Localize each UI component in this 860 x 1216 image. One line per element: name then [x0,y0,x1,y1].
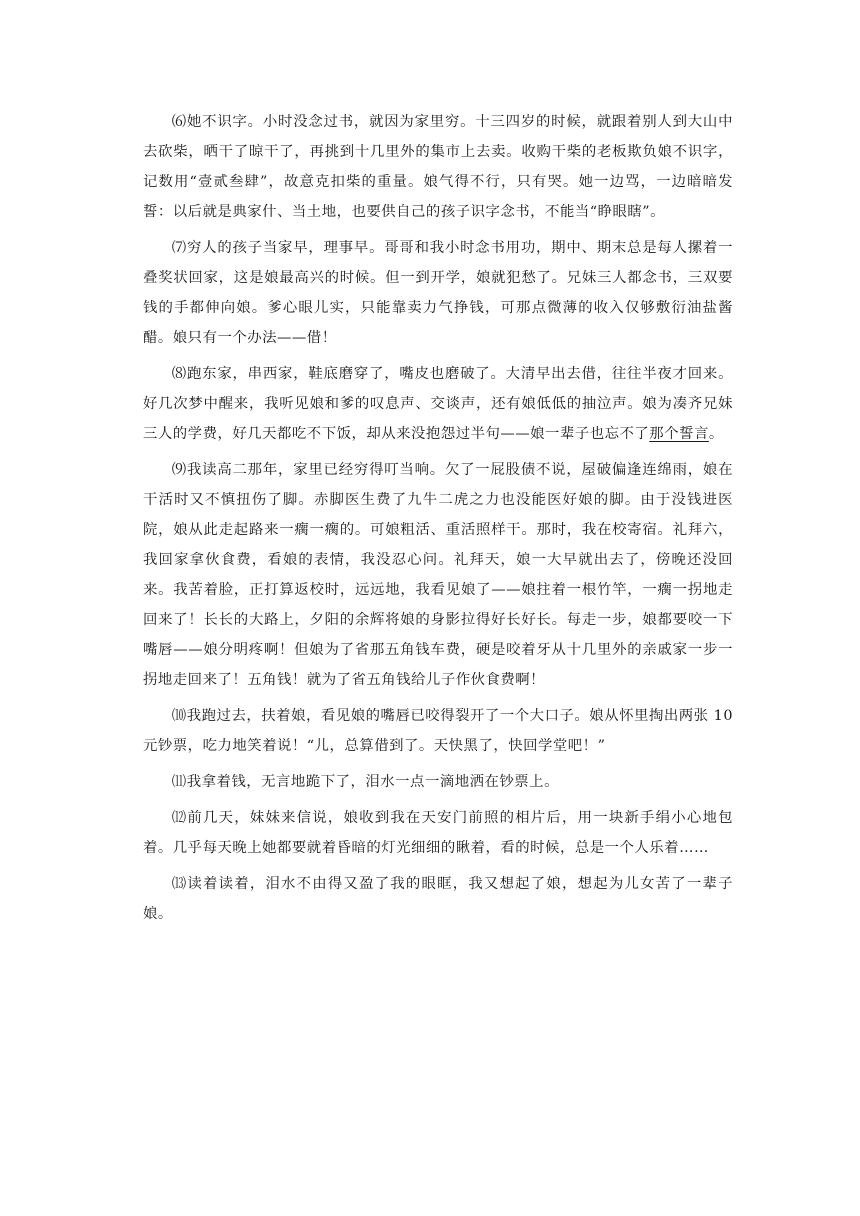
paragraph-12: ⑿前几天，妹妹来信说，娘收到我在天安门前照的相片后，用一块新手绢小心地包着。几乎每天晚上她都要就着昏暗的灯光细细的瞅着，看的时候，总是一个人乐着…… [143,810,733,856]
paragraph-11: ⑾我拿着钱，无言地跪下了，泪水一点一滴地洒在钞票上。 [171,774,559,790]
paragraph-13: ⒀读着读着，泪水不由得又盈了我的眼眶，我又想起了娘，想起为儿女苦了一辈子娘。 [143,876,733,922]
paragraph-8 [143,359,733,449]
paragraph-8-text: ⑻跑东家，串西家，鞋底磨穿了，嘴皮也磨破了。大清早出去借，往往半夜才回来。好几次梦中醒来，我听见娘和爹的叹息声、交谈声，还有娘低低的抽泣声。娘为凑齐兄妹三人的学费，好几天都吃不下饭，却从来没抱怨过半句——娘一辈子也忘不了 [143,366,733,442]
paragraph-7: ⑺穷人的孩子当家早，理事早。哥哥和我小时念书用功，期中、期末总是每人摞着一叠奖状回家，这是娘最高兴的时候。但一到开学，娘就犯愁了。兄妹三人都念书，三双要钱的手都伸向娘。爹心眼儿实，只能靠卖力气挣钱，可那点微薄的收入仅够敷衍油盐酱醋。娘只有一个办法——借！ [143,240,733,346]
paragraph-10: ⑽我跑过去，扶着娘，看见娘的嘴唇已咬得裂开了一个大口子。娘从怀里掏出两张 10 元钞票，吃力地笑着说！“儿，总算借到了。天快黑了，快回学堂吧！” [143,708,733,754]
article-body [143,107,733,935]
underlined-phrase: 那个誓言 [649,426,709,442]
paragraph-9: ⑼我读高二那年，家里已经穷得叮当响。欠了一屁股债不说，屋破偏逢连绵雨，娘在干活时又不慎扭伤了脚。赤脚医生费了九牛二虎之力也没能医好娘的脚。由于没钱进医院，娘从此走起路来一瘸一瘸的。可娘粗活、重活照样干。那时，我在校寄宿。礼拜六，我回家拿伙食费，看娘的表情，我没忍心问。礼拜天，娘一大早就出去了，傍晚还没回来。我苦着脸，正打算返校时，远远地，我看见娘了——娘拄着一根竹竿，一瘸一拐地走回来了！长长的大路上，夕阳的余辉将娘的身影拉得好长好长。每走一步，娘都要咬一下嘴唇——娘分明疼啊！但娘为了省那五角钱车费，硬是咬着牙从十几里外的亲戚家一步一拐地走回来了！五角钱！就为了省五角钱给儿子作伙食费啊！ [143,462,733,688]
paragraph-8-end: 。 [708,426,724,442]
paragraph-6: ⑹她不识字。小时没念过书，就因为家里穷。十三四岁的时候，就跟着别人到大山中去砍柴，晒干了晾干了，再挑到十几里外的集市上去卖。收购干柴的老板欺负娘不识字，记数用“壹贰叁肆”，故意克扣柴的重量。娘气得不行，只有哭。她一边骂，一边暗暗发誓：以后就是典家什、当土地，也要供自己的孩子识字念书，不能当“睁眼瞎”。 [143,114,733,220]
